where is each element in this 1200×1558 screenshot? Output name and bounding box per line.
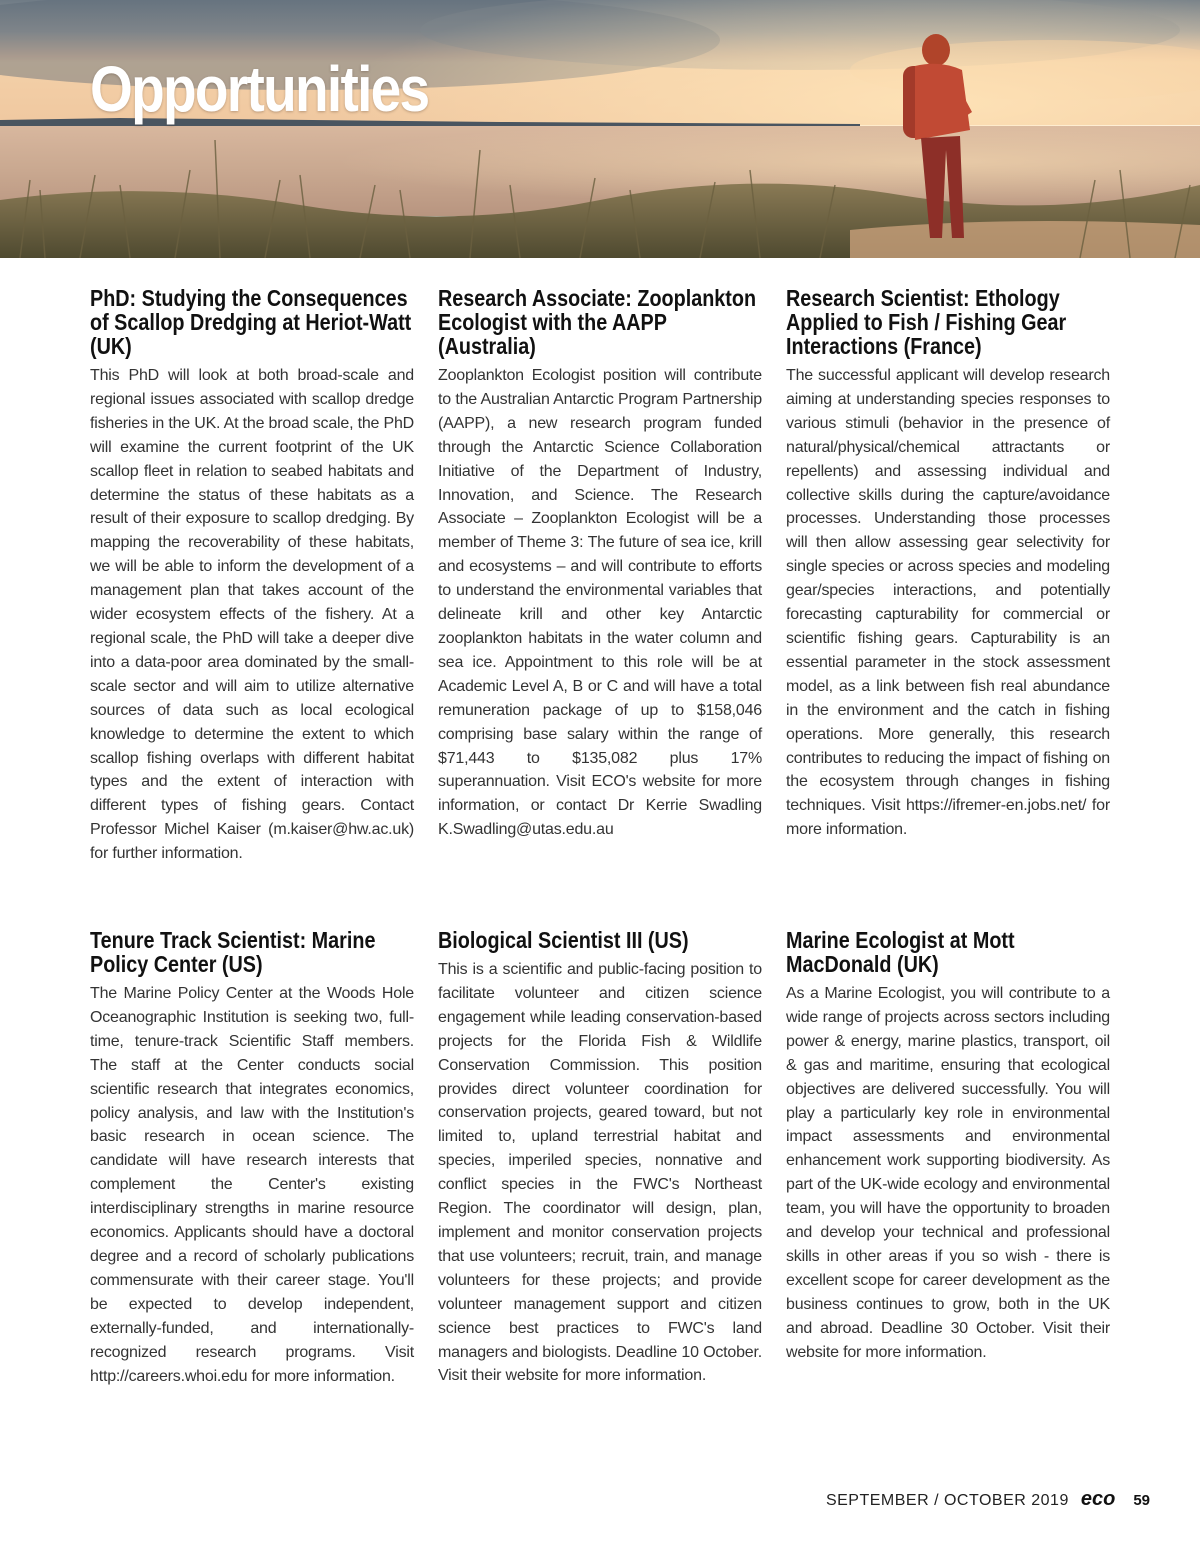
job-title: PhD: Studying the Consequences of Scallop Dredging at Heriot-Watt (UK)	[90, 285, 412, 359]
job-title: Marine Ecologist at Mott MacDonald (UK)	[786, 927, 1015, 977]
job-description: The successful applicant will develop research aiming at understanding species responses to various stimuli (behavior in the presence of natural/physical/chemical attractants or repellents) and assessing individual and collective skills during the capture/avoidance processes. Understanding those processes will then allow assessing gear selectivity for single species or across species and modeling gear/species interactions, and potentially forecasting capturability for commercial or scientific fishing gears. Capturability is an essential parameter in the stock assessment model, as a link between fish real abundance in the environment and the catch in fishing operations. More generally, this research contributes to reducing the impact of fishing on the ecosystem through changes in fishing techniques. Visit https://ifremer-en.jobs.net/ for more information.	[786, 367, 1110, 839]
job-listing-ethology-scientist	[786, 286, 1110, 842]
job-description: Zooplankton Ecologist position will contribute to the Australian Antarctic Program Partnership (AAPP), a new research program funded through the Antarctic Science Collaboration Initiative of the Department of Industry, Innovation, and Science. The Research Associate – Zooplankton Ecologist will be a member of Theme 3: The future of sea ice, krill and ecosystems – and will contribute to efforts to understand the environmental variables that delineate krill and other key Antarctic zooplankton habitats in the water column and sea ice. Appointment to this role will be at Academic Level A, B or C and will have a total remuneration package of up to $158,046 comprising base salary within the range of $71,443 to $135,082 plus 17% superannuation. Visit ECO's website for more information, or contact Dr Kerrie Swadling K.Swadling@utas.edu.au	[438, 367, 762, 839]
job-listing-marine-policy	[90, 928, 414, 1388]
job-listing-zooplankton-ecologist	[438, 286, 762, 842]
job-description: This is a scientific and public-facing position to facilitate volunteer and citizen science engagement while leading conservation-based projects for the Florida Fish & Wildlife Conservation Commission. This position provides direct volunteer coordination for conservation projects, geared toward, but not limited to, upland terrestrial habitat and species, imperiled species, nonnative and conflict species in the FWC's Northeast Region. The coordinator will design, plan, implement and monitor conservation projects that use volunteers; recruit, train, and manage volunteers for these projects; and provide volunteer management support and citizen science best practices to FWC's land managers and biologists. Deadline 10 October. Visit their website for more information.	[438, 961, 762, 1385]
page-footer	[826, 1488, 1150, 1511]
job-description: As a Marine Ecologist, you will contribute to a wide range of projects across sectors including power & energy, marine plastics, transport, oil & gas and maritime, ensuring that ecological objectives are delivered successfully. You will play a particularly key role in environmental impact assessments and environmental enhancement work supporting biodiversity. As part of the UK-wide ecology and environmental team, you will have the opportunity to broaden and develop your technical and professional skills in other areas if you so wish - there is excellent scope for career development as the business continues to grow, both in the UK and abroad. Deadline 30 October. Visit their website for more information.	[786, 985, 1110, 1361]
job-title: Research Scientist: Ethology Applied to Fish / Fishing Gear Interactions (France)	[786, 285, 1067, 359]
job-title: Biological Scientist III (US)	[438, 927, 689, 953]
header-banner	[0, 0, 1200, 258]
page-title: Opportunities	[90, 53, 429, 125]
header-photo	[0, 0, 1200, 258]
job-listing-marine-ecologist	[786, 928, 1110, 1365]
job-description: This PhD will look at both broad-scale and regional issues associated with scallop dredge fisheries in the UK. At the broad scale, the PhD will examine the current footprint of the UK scallop fleet in relation to seabed habitats and determine the status of these habitats as a result of their exposure to scallop dredging. By mapping the recoverability of these habitats, we will be able to inform the development of a management plan that takes account of the wider ecosystem effects of the fishery. At a regional scale, the PhD will take a deeper dive into a data-poor area dominated by the small-scale sector and will aim to utilize alternative sources of data such as local ecological knowledge to determine the extent to which scallop fishing overlaps with different habitat types and the extent of interaction with different types of fishing gears. Contact Professor Michel Kaiser (m.kaiser@hw.ac.uk) for further information.	[90, 367, 414, 863]
job-title: Tenure Track Scientist: Marine Policy Center (US)	[90, 927, 376, 977]
page-number: 59	[1133, 1492, 1150, 1509]
job-description: The Marine Policy Center at the Woods Hole Oceanographic Institution is seeking two, full-time, tenure-track Scientific Staff members. The staff at the Center conducts social scientific research that integrates economics, policy analysis, and law with the Institution's basic research in ocean science. The candidate will have research interests that complement the Center's existing interdisciplinary strengths in marine resource economics. Applicants should have a doctoral degree and a record of scholarly publications commensurate with their career stage. You'll be expected to develop independent, externally-funded, and internationally-recognized research programs. Visit http://careers.whoi.edu for more information.	[90, 985, 414, 1385]
issue-date: SEPTEMBER / OCTOBER 2019	[825, 1492, 1069, 1509]
job-title: Research Associate: Zooplankton Ecologist with the AAPP (Australia)	[438, 285, 757, 359]
magazine-logo: eco	[1080, 1488, 1116, 1510]
job-listing-phd-scallop	[90, 286, 414, 866]
job-listing-biological-scientist	[438, 928, 762, 1388]
